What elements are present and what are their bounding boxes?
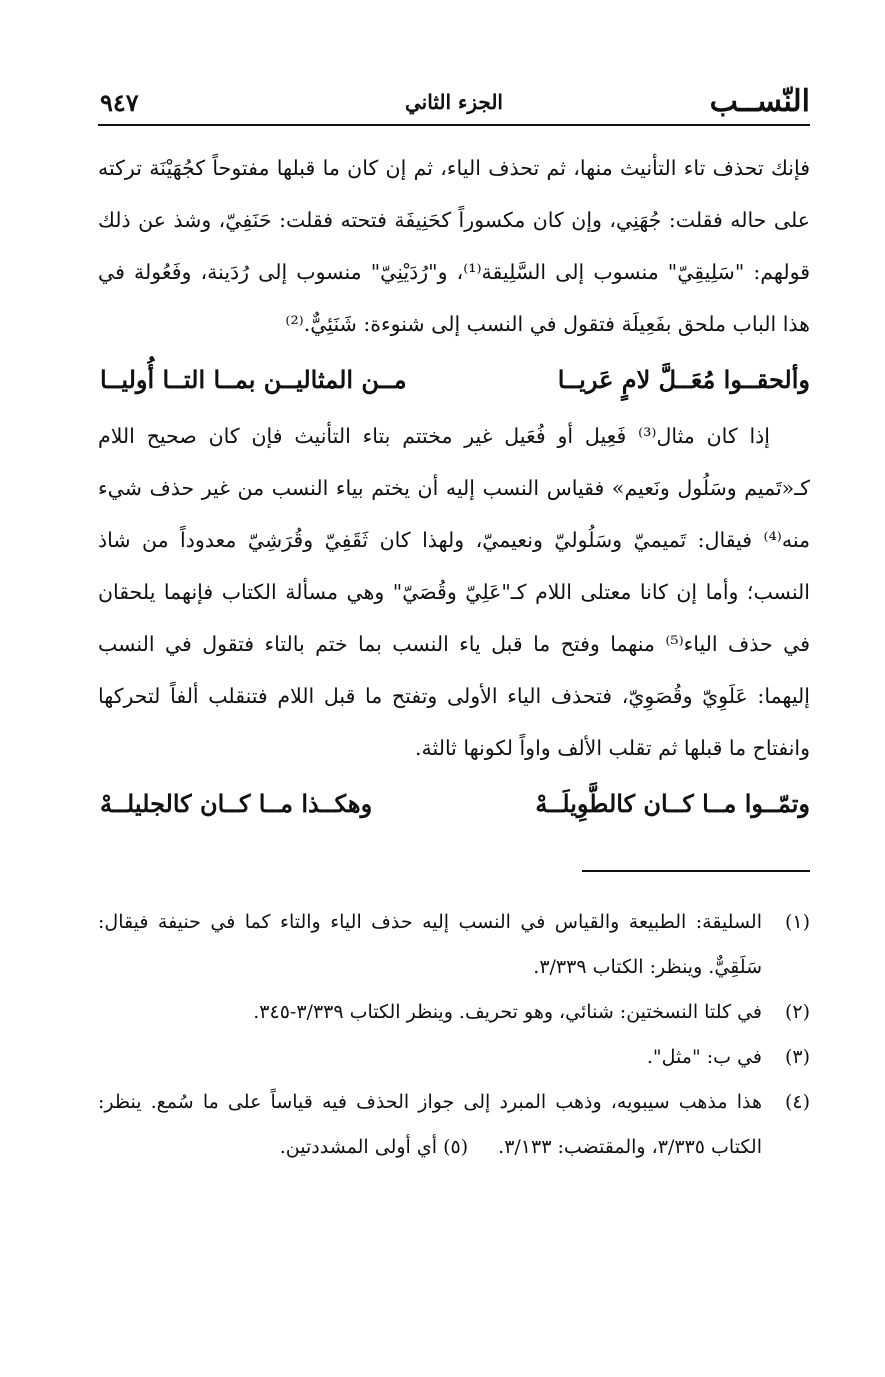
paragraph: إذا كان مثال⁽³⁾ فَعِيل أو فُعَيل غير مختتم بتاء التأنيث فإن كان صحيح اللام كـ«تَميم وسَلُول ونَعيم» فقياس النسب إليه أن يختم بياء النسب من غير حذف شيء منه⁽⁴⁾ فيقال: تَميميّ وسَلُوليّ ونعيميّ، ولهذا كان ثَقَفِيّ وقُرَشِيّ معدوداً من شاذ النسب؛ وأما إن كانا معتلى اللام كـ"عَلِيّ وقُصَيّ" وهي مسألة الكتاب فإنهما يلحقان في حذف الياء⁽⁵⁾ منهما وفتح ما قبل ياء النسب بما ختم بالتاء فتقول في النسب إليهما: عَلَوِيّ وقُصَوِيّ، فتحذف الياء الأولى وتفتح ما قبل اللام فتنقلب ألفاً لتحركها وانفتاح ما قبلها ثم تقلب الألف واواً لكونها ثالثة. xyxy=(98,424,810,760)
footnote-text: في كلتا النسختين: شنائي، وهو تحريف. وينظر الكتاب ٣/٣٣٩-٣٤٥. xyxy=(253,1001,762,1023)
footnote xyxy=(98,1080,810,1170)
paragraph: فإنك تحذف تاء التأنيث منها، ثم تحذف الياء، ثم إن كان ما قبلها مفتوحاً كجُهَيْنَة تركته على حاله فقلت: جُهَنِي، وإن كان مكسوراً كحَنِيفَة فتحته فقلت: حَنَفِيّ، وشذ عن ذلك قولهم: "سَلِيقِيّ" منسوب إلى السَّلِيقة⁽¹⁾، و"رُدَيْنِيّ" منسوب إلى رُدَينة، وفَعُولة في هذا الباب ملحق بفَعِيلَة فتقول في النسب إلى شنوءة: شَنَئِيٌّ.⁽²⁾ xyxy=(98,156,811,336)
volume-label: الجزء الثاني xyxy=(405,90,503,114)
footnote-number: (٣) xyxy=(784,1046,810,1068)
page-header xyxy=(98,82,810,126)
footnote xyxy=(98,990,810,1035)
page xyxy=(98,82,810,1170)
footnotes xyxy=(98,900,810,1170)
verse-first-hemistich: وتمّــوا مــا كــان كالطَّوِيلَــهْ xyxy=(535,789,810,818)
verse-second-hemistich: مــن المثاليــن بمــا التــا أُوليــا xyxy=(100,365,407,394)
footnote-text: السليقة: الطبيعة والقياس في النسب إليه حذف الياء والتاء كما في حنيفة فيقال: سَلَقِيٌّ. وينظر: الكتاب ٣/٣٣٩. xyxy=(98,911,762,978)
main-text xyxy=(98,142,810,834)
footnote xyxy=(98,1035,810,1080)
page-number: ٩٤٧ xyxy=(100,88,139,117)
footnote-number: (٢) xyxy=(784,1001,810,1023)
footnote xyxy=(98,900,810,990)
verse-line xyxy=(98,774,810,834)
footnote-number: (٥) xyxy=(443,1136,469,1158)
footnote-number: (٤) xyxy=(784,1091,810,1113)
footnote-text: في ب: "مثل". xyxy=(646,1046,762,1068)
verse-first-hemistich: وألحقــوا مُعَــلَّ لامٍ عَريــا xyxy=(557,365,810,394)
footnote-text: أي أولى المشددتين. xyxy=(279,1136,438,1158)
running-title: النّســب xyxy=(709,84,810,119)
footnote-text xyxy=(98,1080,762,1170)
verse-second-hemistich: وهكــذا مــا كــان كالجليلــهْ xyxy=(100,789,373,818)
footnote-text-main: هذا مذهب سيبويه، وذهب المبرد إلى جواز الحذف فيه قياساً على ما سُمع. ينظر: الكتاب ٣/٣٣٥، والمقتضب: ٣/١٣٣. xyxy=(98,1091,762,1158)
footnote-divider xyxy=(582,870,810,872)
footnote-number: (١) xyxy=(784,911,810,933)
verse-line xyxy=(98,350,810,410)
